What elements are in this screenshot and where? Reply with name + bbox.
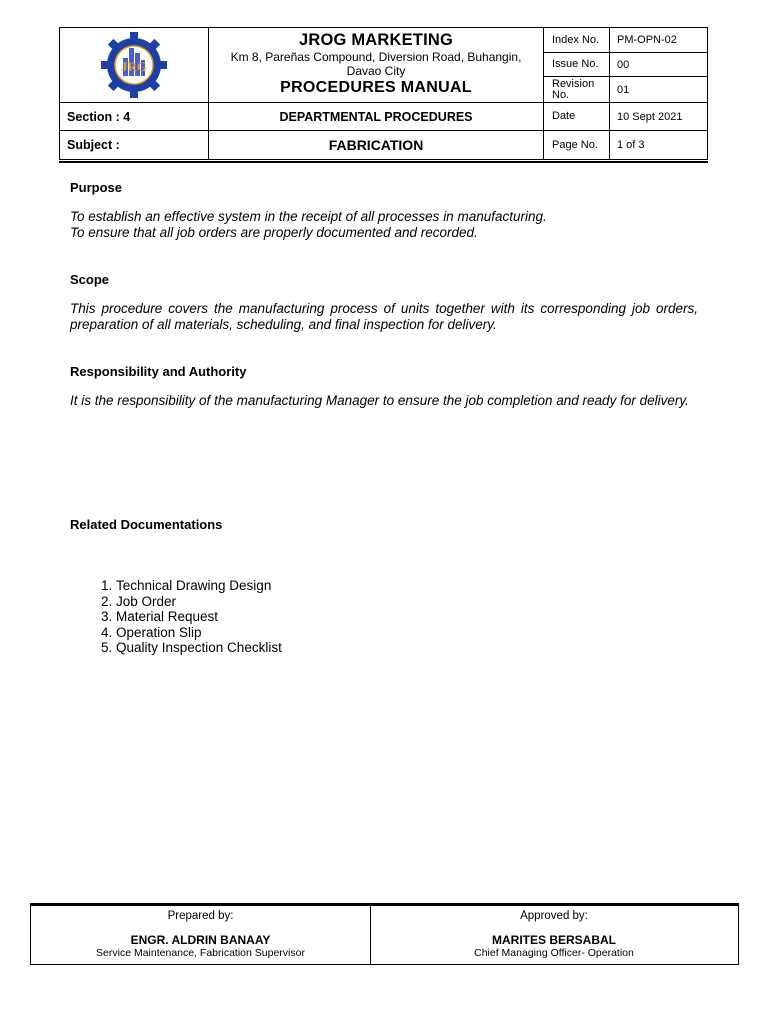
company-address: Km 8, Pareñas Compound, Diversion Road, Buhangin, Davao City xyxy=(230,50,522,78)
responsibility-text: It is the responsibility of the manufacturing Manager to ensure the job completion and ready for delivery. xyxy=(70,393,689,408)
list-item: 2. Job Order xyxy=(116,594,282,610)
list-item: 3. Material Request xyxy=(116,609,282,625)
related-docs-list xyxy=(70,578,282,656)
title-cell xyxy=(209,28,544,103)
section-label: Section : 4 xyxy=(60,103,209,131)
company-logo xyxy=(99,30,169,100)
page-label: Page No. xyxy=(544,131,610,159)
revision-label: Revision No. xyxy=(544,77,610,103)
list-item: 5. Quality Inspection Checklist xyxy=(116,640,282,656)
related-docs-heading: Related Documentations xyxy=(70,517,223,532)
index-label: Index No. xyxy=(544,28,610,53)
prepared-by-title: Service Maintenance, Fabrication Supervisor xyxy=(96,947,305,959)
purpose-line-1: To establish an effective system in the receipt of all processes in manufacturing. xyxy=(70,209,547,224)
section-title: DEPARTMENTAL PROCEDURES xyxy=(209,103,544,131)
approved-by-title: Chief Managing Officer- Operation xyxy=(474,947,634,959)
document-header xyxy=(59,27,708,160)
scope-heading: Scope xyxy=(70,272,110,287)
signature-block xyxy=(30,905,739,965)
prepared-by-cell xyxy=(31,906,371,964)
date-label: Date xyxy=(544,103,610,131)
approved-by-cell xyxy=(370,906,738,964)
issue-label: Issue No. xyxy=(544,53,610,77)
logo-cell xyxy=(60,28,209,103)
revision-value: 01 xyxy=(610,77,708,103)
index-value: PM-OPN-02 xyxy=(610,28,708,53)
issue-value: 00 xyxy=(610,53,708,77)
subject-title: FABRICATION xyxy=(209,131,544,159)
company-name: JROG MARKETING xyxy=(298,31,454,49)
approved-by-label: Approved by: xyxy=(520,910,588,922)
prepared-by-name: ENGR. ALDRIN BANAAY xyxy=(130,933,271,947)
logo-lettering: JRG xyxy=(121,59,147,74)
responsibility-heading: Responsibility and Authority xyxy=(70,364,247,379)
list-item: 1. Technical Drawing Design xyxy=(116,578,282,594)
purpose-line-2: To ensure that all job orders are properly documented and recorded. xyxy=(70,225,478,240)
purpose-heading: Purpose xyxy=(70,180,123,195)
scope-text: This procedure covers the manufacturing process of units together with its corresponding job orders, preparation of all materials, scheduling, and final inspection for delivery. xyxy=(70,301,698,332)
manual-title: PROCEDURES MANUAL xyxy=(280,79,472,96)
prepared-by-label: Prepared by: xyxy=(167,910,234,922)
list-item: 4. Operation Slip xyxy=(116,625,282,641)
page-value: 1 of 3 xyxy=(617,139,645,151)
subject-label: Subject : xyxy=(60,131,209,159)
date-value: 10 Sept 2021 xyxy=(610,103,708,131)
approved-by-name: MARITES BERSABAL xyxy=(491,933,616,947)
